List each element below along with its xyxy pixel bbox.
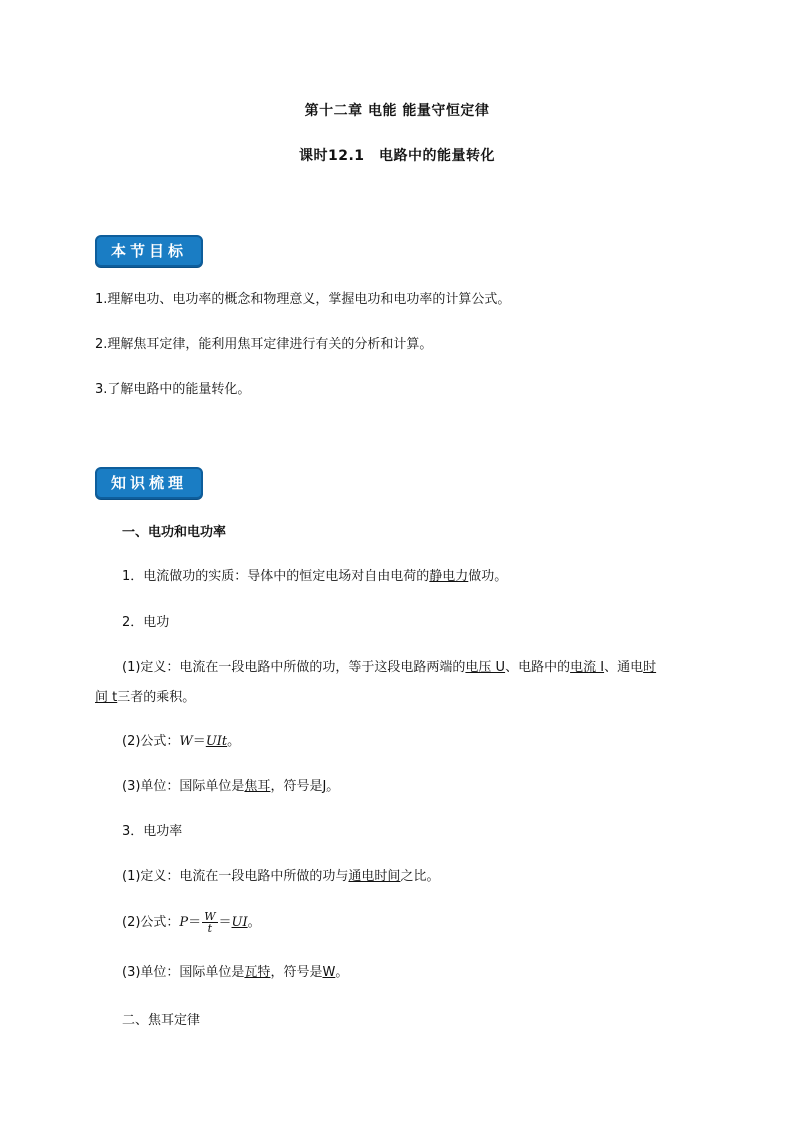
subheading-electric-power: 3．电功率 <box>122 824 183 839</box>
work-unit-line <box>122 777 732 797</box>
power-unit-symbol: W <box>322 965 336 980</box>
power-unit-name: 瓦特 <box>244 965 271 980</box>
power-formula-answer: UI <box>231 915 248 930</box>
fraction-denominator: t <box>207 922 213 935</box>
subheading-electric-work: 2．电功 <box>122 615 170 630</box>
work-def-current: 电流 I <box>570 660 605 675</box>
work-unit-symbol: J <box>322 779 327 794</box>
power-formula-fraction <box>202 911 217 934</box>
power-def-post: 之比。 <box>400 869 440 884</box>
chapter-title: 第十二章 电能 能量守恒定律 <box>304 103 490 119</box>
work-definition-line <box>122 658 732 678</box>
power-formula-p: P <box>179 915 189 930</box>
lesson-title: 课时12.1 电路中的能量转化 <box>298 148 496 164</box>
work-def-time-end: 间 t <box>95 690 118 705</box>
section-heading-1: 一、电功和电功率 <box>122 525 227 540</box>
work-def-mid1: 、电路中的 <box>505 660 571 675</box>
section-heading-2: 二、焦耳定律 <box>122 1013 201 1028</box>
review-badge: 知识梳理 <box>95 467 203 499</box>
work-formula-w: W <box>179 734 193 749</box>
work-formula-answer: UIt <box>205 734 228 749</box>
work-formula-line <box>122 732 732 752</box>
work-def-voltage: 电压 U <box>465 660 506 675</box>
goals-badge: 本节目标 <box>95 235 203 267</box>
essence-pre: 1．电流做功的实质：导体中的恒定电场对自由电荷的 <box>122 569 430 584</box>
goal-item-2: 2.理解焦耳定律，能利用焦耳定律进行有关的分析和计算。 <box>95 337 433 352</box>
work-unit-name: 焦耳 <box>244 779 271 794</box>
power-unit-post: 。 <box>335 965 349 980</box>
work-formula-post: 。 <box>227 734 241 749</box>
essence-line <box>122 567 732 587</box>
power-formula-eq: ＝ <box>188 915 202 930</box>
work-formula-pre: (2)公式： <box>122 734 180 749</box>
work-formula-eq: ＝ <box>192 734 206 749</box>
fraction-numerator: W <box>204 910 216 923</box>
power-formula-pre: (2)公式： <box>122 915 180 930</box>
power-definition-line <box>122 867 732 887</box>
power-def-answer: 通电时间 <box>348 869 401 884</box>
power-formula-line <box>122 911 732 934</box>
work-def-mid2: 、通电 <box>604 660 644 675</box>
power-unit-pre: (3)单位：国际单位是 <box>122 965 245 980</box>
work-definition-continued <box>95 688 705 708</box>
work-unit-post: 。 <box>326 779 340 794</box>
power-formula-post: 。 <box>247 915 261 930</box>
power-unit-line <box>122 963 732 983</box>
essence-post: 做功。 <box>468 569 508 584</box>
work-def-pre: (1)定义：电流在一段电路中所做的功，等于这段电路两端的 <box>122 660 466 675</box>
goal-item-3: 3.了解电路中的能量转化。 <box>95 382 251 397</box>
work-def-post: 三者的乘积。 <box>117 690 196 705</box>
work-unit-pre: (3)单位：国际单位是 <box>122 779 245 794</box>
goal-item-1: 1.理解电功、电功率的概念和物理意义，掌握电功和电功率的计算公式。 <box>95 292 511 307</box>
essence-answer: 静电力 <box>429 569 469 584</box>
power-unit-mid: ，符号是 <box>270 965 323 980</box>
power-def-pre: (1)定义：电流在一段电路中所做的功与 <box>122 869 349 884</box>
work-def-time-start: 时 <box>643 660 657 675</box>
power-formula-eq2: ＝ <box>218 915 232 930</box>
work-unit-mid: ，符号是 <box>270 779 323 794</box>
